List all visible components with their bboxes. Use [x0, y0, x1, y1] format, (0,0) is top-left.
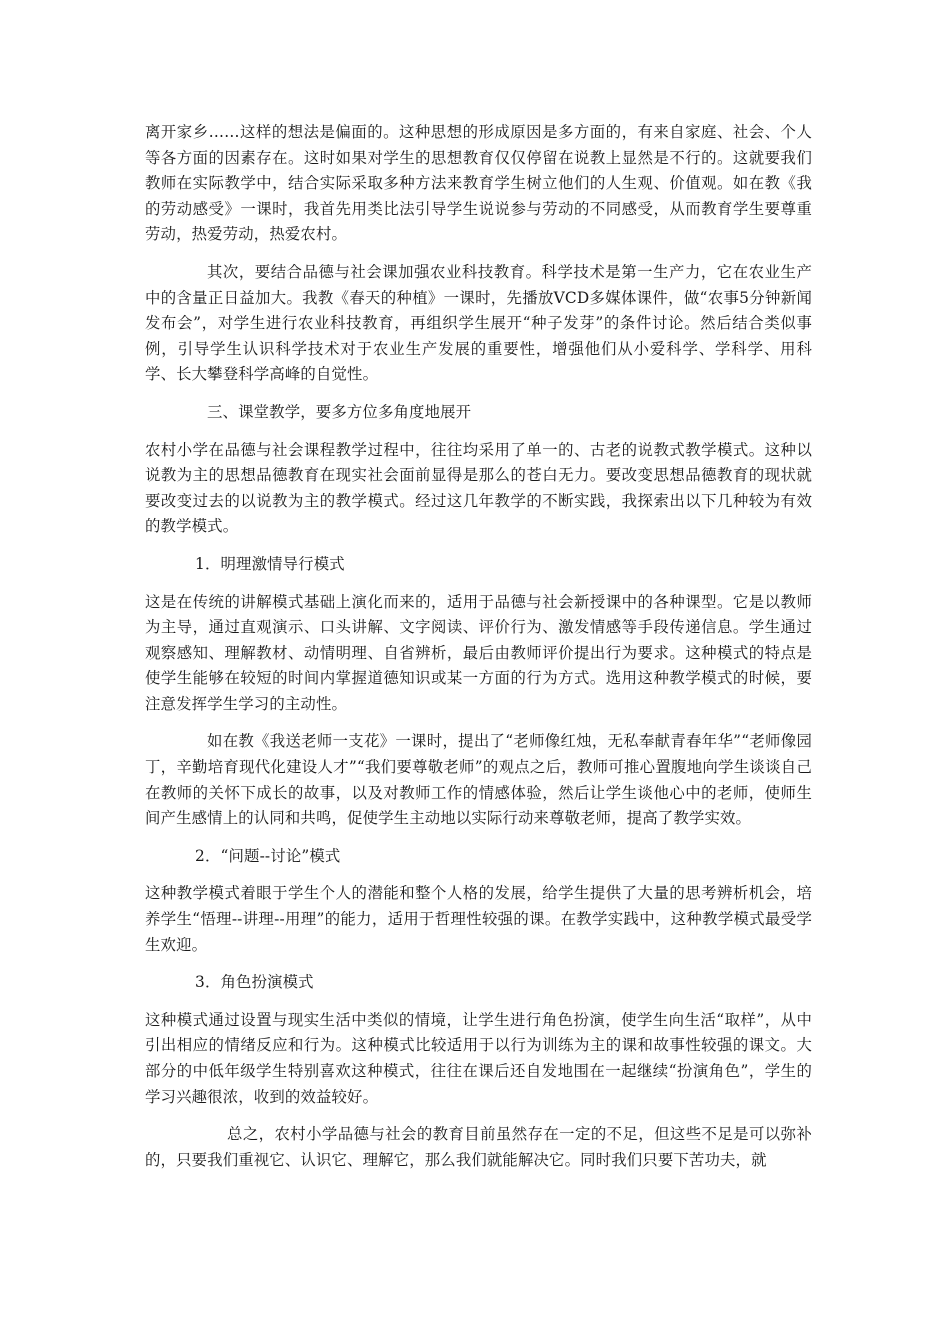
section-heading-3: 三、课堂教学，要多方位多角度地展开: [207, 402, 472, 421]
subheading-mode-3: 3．角色扮演模式: [195, 973, 314, 992]
document-page: [145, 120, 812, 1173]
paragraph-4: 这是在传统的讲解模式基础上演化而来的，适用于品德与社会新授课中的各种课型。它是以教师为主导，通过直观演示、口头讲解、文字阅读、评价行为、激发情感等手段传递信息。学生通过观察感知、理解教材、动情明理、自省辨析，最后由教师评价提出行为要求。这种模式的特点是使学生能够在较短的时间内掌握道德知识或某一方面的行为方式。选用这种教学模式的时候，要注意发挥学生学习的主动性。: [145, 592, 812, 713]
paragraph-5: 如在教《我送老师一支花》一课时，提出了“老师像红烛，无私奉献青春年华”“老师像园丁，辛勤培育现代化建设人才”“我们要尊敬老师”的观点之后，教师可推心置腹地向学生谈谈自己在教师的关怀下成长的故事，以及对教师工作的情感体验，然后让学生谈他心中的老师，使师生间产生感情上的认同和共鸣，促使学生主动地以实际行动来尊敬老师，提高了教学实效。: [145, 732, 812, 828]
subheading-mode-2: 2．“问题--讨论”模式: [195, 846, 341, 865]
subheading-mode-1: 1．明理激情导行模式: [195, 554, 345, 573]
paragraph-6: 这种教学模式着眼于学生个人的潜能和整个人格的发展，给学生提供了大量的思考辨析机会，培养学生“悟理--讲理--用理”的能力，适用于哲理性较强的课。在教学实践中，这种教学模式最受学生欢迎。: [145, 884, 812, 954]
paragraph-1: 离开家乡……这样的想法是偏面的。这种思想的形成原因是多方面的，有来自家庭、社会、个人等各方面的因素存在。这时如果对学生的思想教育仅仅停留在说教上显然是不行的。这就要我们教师在实际教学中，结合实际采取多种方法来教育学生树立他们的人生观、价值观。如在教《我的劳动感受》一课时，我首先用类比法引导学生说说参与劳动的不同感受，从而教育学生要尊重劳动，热爱劳动，热爱农村。: [145, 123, 812, 244]
paragraph-2: 其次，要结合品德与社会课加强农业科技教育。科学技术是第一生产力，它在农业生产中的含量正日益加大。我教《春天的种植》一课时，先播放VCD多媒体课件，做“农事5分钟新闻发布会”，对学生进行农业科技教育，再组织学生展开“种子发芽”的条件讨论。然后结合类似事例，引导学生认识科学技术对于农业生产发展的重要性，增强他们从小爱科学、学科学、用科学、长大攀登科学高峰的自觉性。: [145, 262, 812, 384]
paragraph-8: 总之，农村小学品德与社会的教育目前虽然存在一定的不足，但这些不足是可以弥补的，只要我们重视它、认识它、理解它，那么我们就能解决它。同时我们只要下苦功夫，就: [145, 1125, 812, 1169]
paragraph-3: 农村小学在品德与社会课程教学过程中，往往均采用了单一的、古老的说教式教学模式。这种以说教为主的思想品德教育在现实社会面前显得是那么的苍白无力。要改变思想品德教育的现状就要改变过去的以说教为主的教学模式。经过这几年教学的不断实践，我探索出以下几种较为有效的教学模式。: [145, 440, 812, 536]
paragraph-7: 这种模式通过设置与现实生活中类似的情境，让学生进行角色扮演，使学生向生活“取样”，从中引出相应的情绪反应和行为。这种模式比较适用于以行为训练为主的课和故事性较强的课文。大部分的中低年级学生特别喜欢这种模式，往往在课后还自发地围在一起继续“扮演角色”，学生的学习兴趣很浓，收到的效益较好。: [145, 1010, 812, 1106]
